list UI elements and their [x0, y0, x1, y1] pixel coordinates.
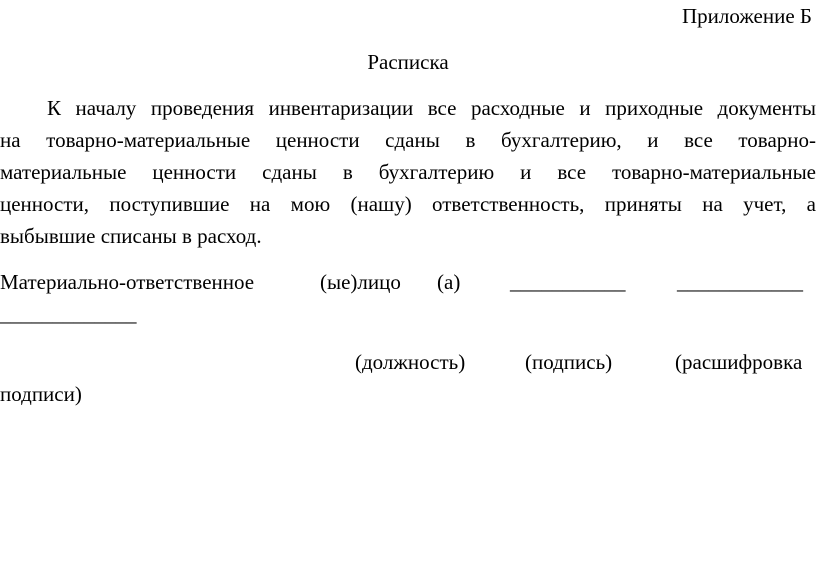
caption-row	[0, 346, 816, 378]
signature-row-continued	[0, 298, 816, 330]
paragraph-line-2: на товарно-материальные ценности сданы в бухгалтерию, и все товарно-	[0, 128, 816, 152]
position-blank: ___________	[510, 270, 626, 294]
paragraph-line-3: материальные ценности сданы в бухгалтерию и все товарно-материальные	[0, 160, 816, 184]
paragraph-line-4: ценности, поступившие на мою (нашу) ответственность, приняты на учет, а	[0, 192, 816, 216]
caption-signature: (подпись)	[525, 350, 613, 374]
responsible-person-label: Материально-ответственное	[0, 270, 255, 294]
signature-captions	[0, 346, 816, 410]
caption-decoding-cont: подписи)	[0, 382, 82, 406]
caption-decoding: (расшифровка	[675, 350, 803, 374]
signature-blank: ____________	[677, 270, 803, 294]
paragraph-line-1: К началу проведения инвентаризации все расходные и приходные документы	[47, 96, 816, 120]
paragraph-line-5: выбывшие списаны в расход.	[0, 224, 262, 248]
signature-block	[0, 266, 816, 330]
signature-row	[0, 266, 816, 298]
appendix-label: Приложение Б	[681, 4, 812, 28]
caption-row-continued	[0, 378, 816, 410]
persons-suffix: (ые)лицо	[320, 270, 401, 294]
caption-position: (должность)	[355, 350, 466, 374]
person-suffix: (а)	[437, 270, 461, 294]
decoding-blank: _____________	[0, 302, 137, 326]
document-title: Расписка	[367, 50, 449, 74]
receipt-paragraph	[0, 92, 816, 252]
